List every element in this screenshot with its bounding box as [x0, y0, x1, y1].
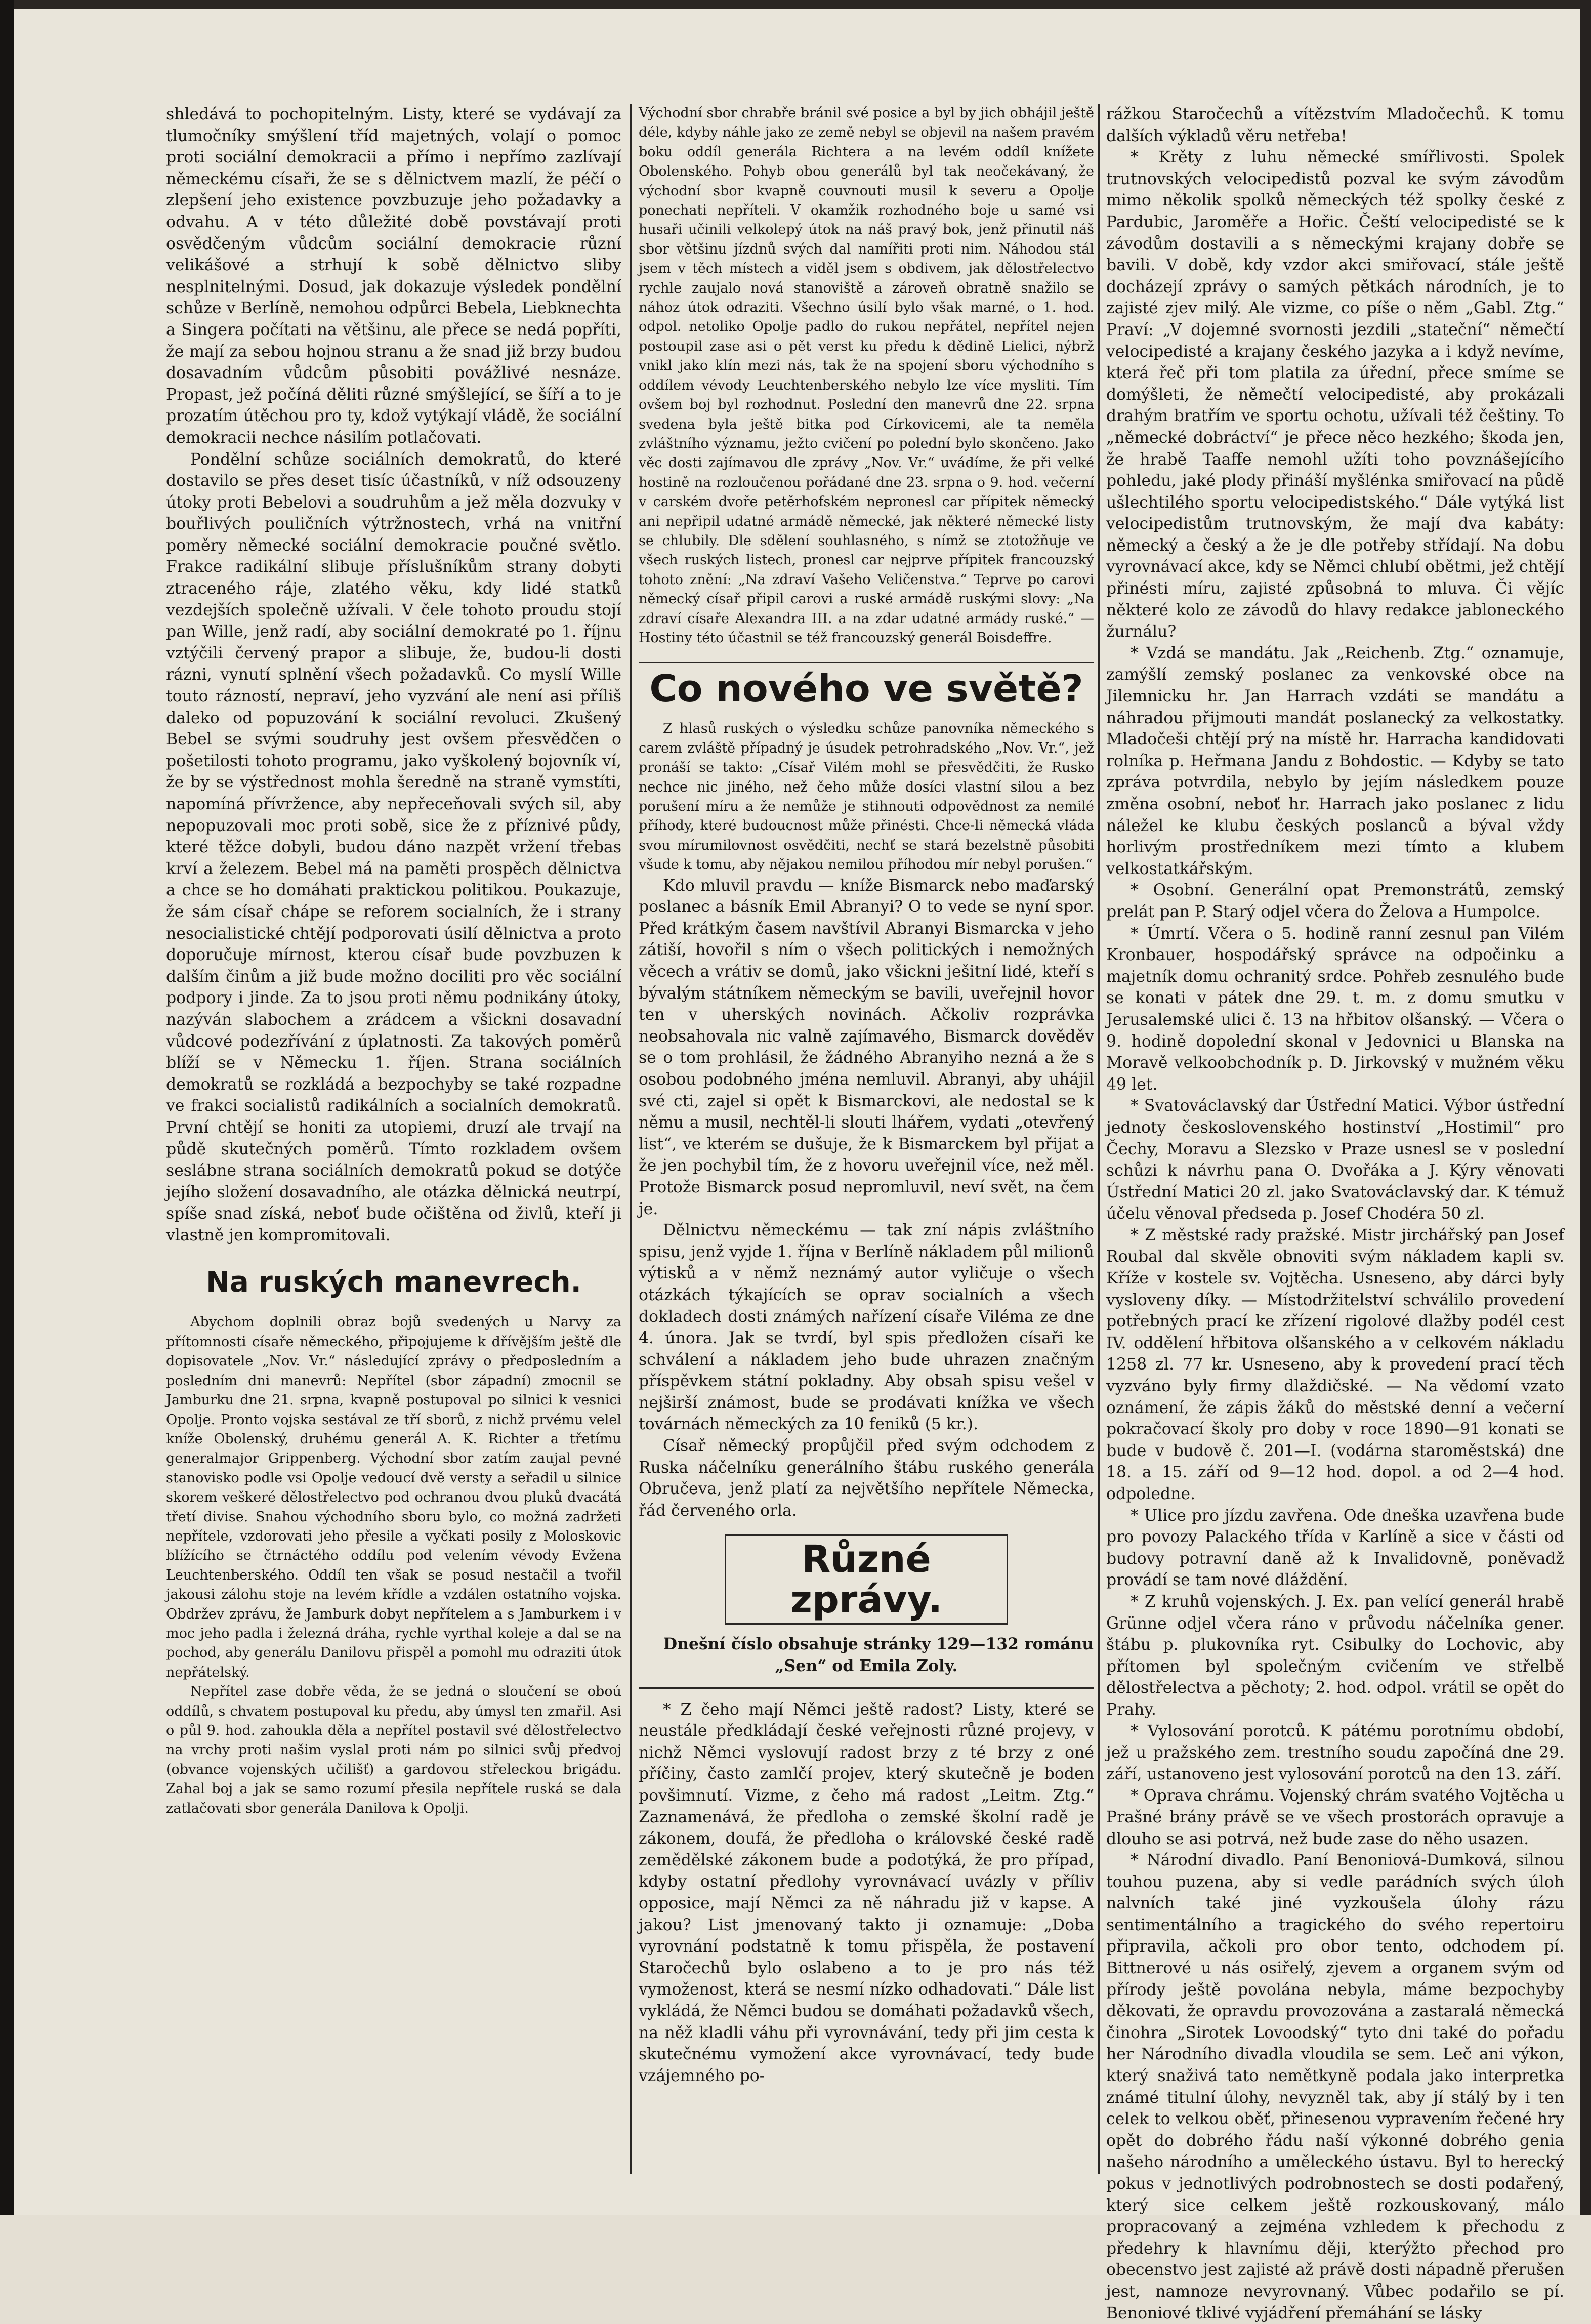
paragraph: Kdo mluvil pravdu — kníže Bismarck nebo maďarský poslanec a básník Emil Abranyi? O to vede se nyní spor. Před krátkým časem navštívil Abranyi Bismarcka v jeho zátiší, hovořil s ním o všech politických i nemožných věcech a vrátiv se domů, jako všickni ješitní lidé, kteří s bývalým státníkem německým se bavili, uveřejnil hovor ten v uherských novinách. Ačkoliv rozprávka neobsahovala nic valně zajímavého, Bismarck dověděv se o tom prohlásil, že žádného Abranyiho nezná a že s osobou podobného jména nemluvil. Abranyi, aby uhájil své cti, zajel si opět k Bismarckovi, ale nedostal se k němu a musil, nechtěl-li slouti lhářem, vydati „otevřený list“, ve kterém se dušuje, že k Bismarckem byl přijat a že jen pochybil tím, že z hovoru uveřejnil více, než měl. Protože Bismarck posud nepromluvil, neví svět, na čem je.	[639, 876, 1094, 1218]
scan-border-right	[1580, 0, 1591, 2215]
paragraph: Nepřítel zase dobře věda, že se jedná o sloučení se oboú oddílů, s chvatem postupoval ku předu, aby úmysl ten zmařil. Asi o půl 9. hod. zahoukla děla a nepřítel postavil své dělostřelectvo na vrchy proti našim vyslal proti nám po silnici svůj předvoj (obvance vojenských učilišť) a gardovou střeleckou brigádu. Zahal boj a jak se samo rozumí přesila nepřítele ruská se dala zatlačovati sbor generála Danilova k Opolji.	[166, 1684, 621, 1816]
notice: Dnešní číslo obsahuje stránky 129—132 románu „Sen“ od Emila Zoly.	[663, 1635, 1094, 1676]
paragraph: Dělnictvu německému — tak zní nápis zvláštního spisu, jenž vyjde 1. října v Berlíně nákladem půl milionů výtisků a v němž neznámý autor vyličuje o všech otázkách týkajících se oprav socialních a všech dokladech dosti známých nařízení císaře Viléma ze dne 4. února. Jak se tvrdí, byl spis předložen císaři ke schválení a nákladem jeho bude uhrazen značným příspěvkem státní pokladny. Aby obsah spisu vešel v nejširší známost, bude se prodávati knížka ve všech továrnách německých za 10 feniků (5 kr.).	[639, 1221, 1094, 1434]
divider	[639, 1687, 1094, 1689]
paragraph: * Z městské rady pražské. Mistr jirchářský pan Josef Roubal dal skvěle obnoviti svým nákladem kapli sv. Kříže v kostele sv. Vojtěcha. Usneseno, aby dárci byly vysloveny díky. — Místodržitelství schválilo provedení potřebných prací ke zřízení rigolové dlažby podél cest IV. oddělení hřbitova olšanského a v celkovém nákladu 1258 zl. 77 kr. Usneseno, aby k provedení prací těch vyzváno byly firmy dlaždičské. — Na vědomí vzato oznámení, že zápis žáků do městské denní a večerní pokračovací školy pro doby v roce 1890—91 konati se bude v budově č. 201—I. (vodárna staroměstská) dne 18. a 15. září od 9—12 hod. dopol. a od 2—4 hod. odpoledne.	[1106, 1226, 1564, 1503]
paragraph: Pondělní schůze sociálních demokratů, do které dostavilo se přes deset tisíc účastníků, v níž odsouzeny útoky proti Bebelovi a soudruhům a jež měla dozvuky v bouřlivých pouličních výtržnostech, vrhá na vnitřní poměry německé sociální demokracie poučné světlo. Frakce radikální slibuje příslušníkům strany dobyti ztraceného ráje, zlatého věku, kdy lidé statků vezdejších společně užívali. V čele tohoto proudu stojí pan Wille, jenž radí, aby sociální demokraté po 1. říjnu vztýčili červený prapor a slibuje, že, budou-li dosti rázni, vynutí splnění všech požadavků. Co myslí Wille touto rázností, nepraví, jeho vyzvání ale není asi příliš daleko od popuzování k sociální revoluci. Zkušený Bebel se svými soudruhy jest ovšem přesvědčen o pošetilosti tohoto programu, jako vyškolený bojovník ví, že by se výstřednost mohla šeredně na straně vymstíti, napomíná přívržence, aby nepřeceňovali svých sil, aby nepopuzovali moc proti sobě, sice že z příznivé půdy, které těžce dobyli, budou dáno nazpět vržení třebas krví a železem. Bebel má na paměti prospěch dělnictva a chce se ho domáhati praktickou politikou. Poukazuje, že sám císař chápe se reforem socialních, že i strany nesocialistické chtějí podporovati úsilí dělnictva a proto doporučuje mírnost, kterou císař bude povzbuzen k dalším činům a již bude možno dociliti pro věc sociální podpory i jinde. Za to jsou proti němu podnikány útoky, nazýván slabochem a zrádcem a všickni dosavadní vůdcové podezřívání z úplatnosti. Za takových poměrů blíží se v Německu 1. říjen. Strana sociálních demokratů se rozkládá a bezpochyby se také rozpadne ve frakci socialistů radikálních a socialních demokratů. První chtějí se honiti za utopiemi, druzí ale trvají na půdě skutečných poměrů. Tímto rozkladem ovšem seslábne strana sociálních demokratů pokud se dotýče jejího složení dosavadního, ale otázka dělnická neutrpí, spíše snad získá, neboť bude očištěna od živlů, kteří ji vlastně jen kompromitovali.	[166, 450, 621, 1244]
paragraph: Východní sbor chrabře bránil své posice a byl by jich obhájil ještě déle, kdyby náhle jako ze země nebyl se objevil na našem pravém boku oddíl generála Richtera a na levém oddíl knížete Obolenského. Pohyb obou generálů byl tak neočekávaný, že východní sbor kvapně couvnouti musil k severu a Opolje ponechati nepříteli. V okamžik rozhodného boje u samé vsi husaři učinili velkolepý útok na náš pravý bok, jenž přinutil náš sbor většinu jízdnů svých dal namířiti proti nim. Náhodou stál jsem v těch místech a viděl jsem s obdivem, jak dělostřelectvo rychle zaujalo nová stanoviště a zároveň obratně snažilo se nához útok odraziti. Všechno úsilí bylo však marné, o 1. hod. odpol. netoliko Opolje padlo do rukou nepřátel, nepřítel nejen postoupil zase asi o pět verst ku předu k dědině Lielici, nýbrž vnikl jako klín mezi nás, tak že na spojení sboru východního s oddílem vévody Leuchtenberského nebylo lze více mysliti. Tím ovšem boj byl rozhodnut. Poslední den manevrů dne 22. srpna svedena byla ještě bitka pod Církovicemi, ale ta neměla zvláštního významu, ježto cvičení po polední bylo skončeno. Jako věc dosti zajímavou dle zprávy „Nov. Vr.“ uvádíme, že při velké hostině na rozloučenou pořádané dne 23. srpna o 9. hod. večerní v carském dvoře petěrhofském nepronesl car přípitek německý ani nepřipil udatné armádě německé, jak některé německé listy se chlubily. Dle sdělení souhlasného, s nímž se ztotožňuje ve všech ruských listech, pronesl car nejprve přípitek francouzský tohoto znění: „Na zdraví Vašeho Veličenstva.“ Teprve po carovi německý císař připil carovi a ruské armádě ruskými slovy: „Na zdraví císaře Alexandra III. a na zdar udatné armády ruské.“ — Hostiny této účastnil se též francouzský generál Boisdeffre.	[639, 105, 1094, 646]
paragraph: * Ulice pro jízdu zavřena. Ode dneška uzavřena bude pro povozy Palackého třída v Karlíně a sice v části od budovy potravní daně až k Invalidovně, poněvadž provádí se tam nové dláždění.	[1106, 1506, 1564, 1590]
article-heading: Na ruských manevrech.	[206, 1266, 581, 1299]
scan-border-top	[0, 0, 1591, 9]
paragraph: Císař německý propůjčil před svým odchodem z Ruska náčelníku generálního štábu ruského generála Obručeva, jenž platí za největšího nepřítele Německa, řád červeného orla.	[639, 1437, 1094, 1520]
paragraph: Abychom doplnili obraz bojů svedených u Narvy za přítomnosti císaře německého, připojujeme k dřívějším ještě dle dopisovatele „Nov. Vr.“ následující zprávy o předposledním a posledním dni manevrů: Nepřítel (sbor západní) zmocnil se Jamburku dne 21. srpna, kvapně postupoval po silnici k vesnici Opolje. Pronto vojska sestával ze tří sborů, z nichž prvému velel kníže Obolenský, druhému generál A. K. Richter a třetímu generalmajor Grippenberg. Východní sbor zatím zaujal pevné stanovisko podle vsi Opolje vedoucí dvě versty a seřadil u silnice skorem veškeré dělostřelectvo pod ochranou dvou pluků dvacátá třetí divise. Snahou východního sboru bylo, co možná zadržeti nepřítele, vzdorovati jeho přesile a vyčkati posily z Moloskovic blížícího se čtrnáctého oddílu pod velením vévody Evžena Leuchtenberského. Oddíl ten však se posud nestačil a tvořil jakousi zálohu stoje na levém křídle a vzdálen ostatního vojska. Obdržev zprávu, že Jamburk dobyt nepřítelem a s Jamburkem i v moc jeho padla i železná dráha, rychle vyrthal koleje a dal se na pochod, aby generálu Danilovu přispěl a pomohl mu odraziti útok nepřátelský.	[166, 1314, 621, 1680]
paragraph: * Svatováclavský dar Ústřední Matici. Výbor ústřední jednoty československého hostinství „Hostimil“ pro Čechy, Moravu a Slezsko v Praze usnesl se v poslední schůzi k návrhu pana O. Dvořáka a J. Kýry věnovati Ústřední Matici 20 zl. jako Svatováclavský dar. K témuž účelu věnoval předseda p. Josef Chodéra 50 zl.	[1106, 1097, 1564, 1223]
column-3	[1106, 104, 1564, 2322]
scan-border-left	[0, 0, 14, 2215]
column-rule	[630, 104, 632, 2174]
paragraph: * Vzdá se mandátu. Jak „Reichenb. Ztg.“ oznamuje, zamýšlí zemský poslanec za venkovské obce na Jilemnicku hr. Jan Harrach vzdáti se mandátu a náhradou přijmouti mandát poslanecký za velkostatky. Mladočeši chtějí prý na místě hr. Harracha kandidovati rolníka p. Heřmana Jandu z Bohdostic. — Kdyby se tato zpráva potvrdila, nebylo by jejím následkem pouze změna osobní, neboť hr. Harrach jako poslanec z lidu náležel ke klubu českých poslanců a býval vždy horlivým prostředníkem mezi tímto a klubem velkostatkářským.	[1106, 644, 1564, 878]
paragraph: * Úmrtí. Včera o 5. hodině ranní zesnul pan Vilém Kronbauer, hospodářský správce na odpočinku a majetník domu ochranitý srdce. Pohřeb zesnulého bude se konati v pátek dne 29. t. m. z domu smutku v Jerusalemské ulici č. 13 na hřbitov olšanský. — Včera o 9. hodině dopolední skonal v Jedovnici u Blanska na Moravě velkoobchodník p. D. Jirkovský v mužném věku 49 let.	[1106, 924, 1564, 1094]
paragraph: * Národní divadlo. Paní Benoniová-Dumková, silnou touhou puzena, aby si vedle parádních svých úloh nalvních také jiné vyzkoušela úlohy rázu sentimentálního a tragického do svého repertoiru připravila, ačkoli pro obor tento, odchodem pí. Bittnerové u nás osiřelý, zjevem a organem svým od přírody ještě povolána nebyla, máme bezpochyby děkovati, že opravdu provozována a zastaralá německá činohra „Sirotek Lovoodský“ tyto dni také do pořadu her Národního divadla vloudila se sem. Leč ani výkon, který snaživá tato nemětkyně podala jako interpretka známé titulní úlohy, nevyzněl tak, aby jí stálý by i ten celek to velkou oběť, přinesenou vypravením řečené hry opět do dobrého řádu naší výkonné dobrého genia našeho národního a uměleckého ústavu. Byl to herecký pokus v jednotlivých podrobnostech se dosti podařený, který sice celkem ještě rozkouskovaný, málo propracovaný a zejména vzhledem k přechodu z předehry k hlavnímu ději, kterýžto přechod pro obecenstvo jest zajisté až právě dosti nápadně přerušen jest, namnoze nevyrovnaný. Vůbec podařilo se pí. Benoniové tklivé vyjádření přemáhání se lásky	[1106, 1851, 1564, 2322]
paragraph: Z hlasů ruských o výsledku schůze panovníka německého s carem zvláště případný je úsudek petrohradského „Nov. Vr.“, jež pronáší se takto: „Císař Vilém mohl se přesvědčiti, že Rusko nechce nic jiného, než čeho může dosíci vlastní silou a bez porušení míru a že nemůže je stihnouti odpovědnost za nemilé příhody, které budoucnost může přinésti. Chce-li německá vláda svou mírumilovnost osvědčiti, nechť se stará bezelstně působiti všude k tomu, aby nějakou nemilou příhodou mír nebyl porušen.“	[639, 721, 1094, 873]
paragraph: * Krěty z luhu německé smířlivosti. Spolek trutnovských velocipedistů pozval ke svým závodům mimo několik spolků německých též spolky české z Pardubic, Jaroměře a Hořic. Čeští velocipedisté se k závodům dostavili a s německými krajany dobře se bavili. V době, kdy vzdor akci smiřovací, stále ještě docházejí zprávy o samých pětkách národních, je to zajisté zjev milý. Ale vizme, co píše o něm „Gabl. Ztg.“ Praví: „V dojemné svornosti jezdili „stateční“ němečtí velocipedisté a krajany českého jazyka a i když nevíme, která řeč při tom platila za úřední, přece smíme se domýšleti, že němečtí velocipedisté, aby prokázali drahým bratřím ve sportu ochotu, užívali též češtiny. To „německé dobráctví“ je přece něco hezkého; škoda jen, že hrabě Taaffe nemohl užíti toho povznášejícího pohledu, jaké plody přináší myšlénka smiřovací na půdě ušlechtilého sportu velocipedistského.“ Dále vytýká list velocipedistům trutnovským, že mají dva kabáty: německý a český a že je dle potřeby střídají. Na dobu vyrovnávací akce, kdy se Němci chlubí obětmi, jež chtějí přinésti míru, zajisté způsobná to mluva. Či vějíc některé kolo ze závodů do hlavy redakce jabloneckého žurnálu?	[1106, 148, 1564, 641]
column-2	[639, 104, 1094, 2174]
paragraph: * Vylosování porotců. K pátému porotnímu období, jež u pražského zem. trestního soudu započíná dne 29. září, ustanoveno jest vylosování porotců na den 13. září.	[1106, 1722, 1564, 1783]
paragraph: shledává to pochopitelným. Listy, které se vydávají za tlumočníky smýšlení tříd majetných, volají o pomoc proti sociální demokracii a přímo i nepřímo zazlívají německému císaři, že se s dělnictvem mazlí, že péčí o zlepšení jeho existence povzbuzuje jeho požadavky a odvahu. A v této důležité době povstávají proti osvědčeným vůdcům sociální demokracie různí velikášové a strhují k sobě dělnictvo sliby nesplnitelnými. Dosud, jak dokazuje výsledek pondělní schůze v Berlíně, nemohou odpůrci Bebela, Liebknechta a Singera počítati na většinu, ale přece se nedá popříti, že mají za sebou hojnou stranu a že snad již brzy budou dosavadním vůdcům působiti povážlivé nesnáze. Propast, jež počíná děliti různé smýšlející, se šíří a to je prozatím útěchou pro ty, kdož vytýkají vládě, že sociální demokracii nechce násilím potlačovati.	[166, 105, 621, 447]
paragraph: * Z čeho mají Němci ještě radost? Listy, které se neustále předkládají české veřejnosti různé projevy, v nichž Němci vyslovují radost brzy z té brzy z oné příčiny, často zamlčí projev, který skutečně je boden povšimnutí. Vizme, z čeho má radost „Leitm. Ztg.“ Zaznamenává, že předloha o zemské školní radě je zákonem, doufá, že předloha o královské české radě zemědělské zákonem bude a podotýká, že pro případ, kdyby ostatní předlohy vyrovnávací uvázly v příliv opposice, mají Němci za ně náhradu již v kapse. A jakou? List jmenovaný takto ji oznamuje: „Doba vyrovnání podstatně k tomu přispěla, že postavení Staročechů bylo oslabeno a to je pro nás též vymoženost, která se nesmí nízko odhadovati.“ Dále list vykládá, že Němci budou se domáhati požadavků všech, na něž kladli váhu při vyrovnávání, tedy při jim cesta k skutečnému vymožení akce vyrovnávací, tedy bude vzájemného po-	[639, 1700, 1094, 2085]
section-heading: Co nového ve světě?	[639, 662, 1094, 709]
column-rule	[1098, 104, 1100, 2174]
section-heading: Různé zprávy.	[725, 1534, 1008, 1625]
paragraph: rážkou Staročechů a vítězstvím Mladočechů. K tomu dalších výkladů věru netřeba!	[1106, 105, 1564, 145]
column-1	[166, 104, 621, 2174]
paragraph: * Osobní. Generální opat Premonstrátů, zemský prelát pan P. Starý odjel včera do Želova a Humpolce.	[1106, 881, 1564, 921]
paragraph: * Oprava chrámu. Vojenský chrám svatého Vojtěcha u Prašné brány právě se ve všech prostorách opravuje a dlouho se asi potrvá, než bude zase do něho usazen.	[1106, 1787, 1564, 1848]
paragraph: * Z kruhů vojenských. J. Ex. pan velící generál hrabě Grünne odjel včera ráno v průvodu náčelníka gener. štábu p. plukovníka ryt. Csibulky do Lochovic, aby přítomen byl společným cvičením ve střelbě dělostřelectva a pěchoty; 2. hod. odpol. vrátil se opět do Prahy.	[1106, 1592, 1564, 1719]
